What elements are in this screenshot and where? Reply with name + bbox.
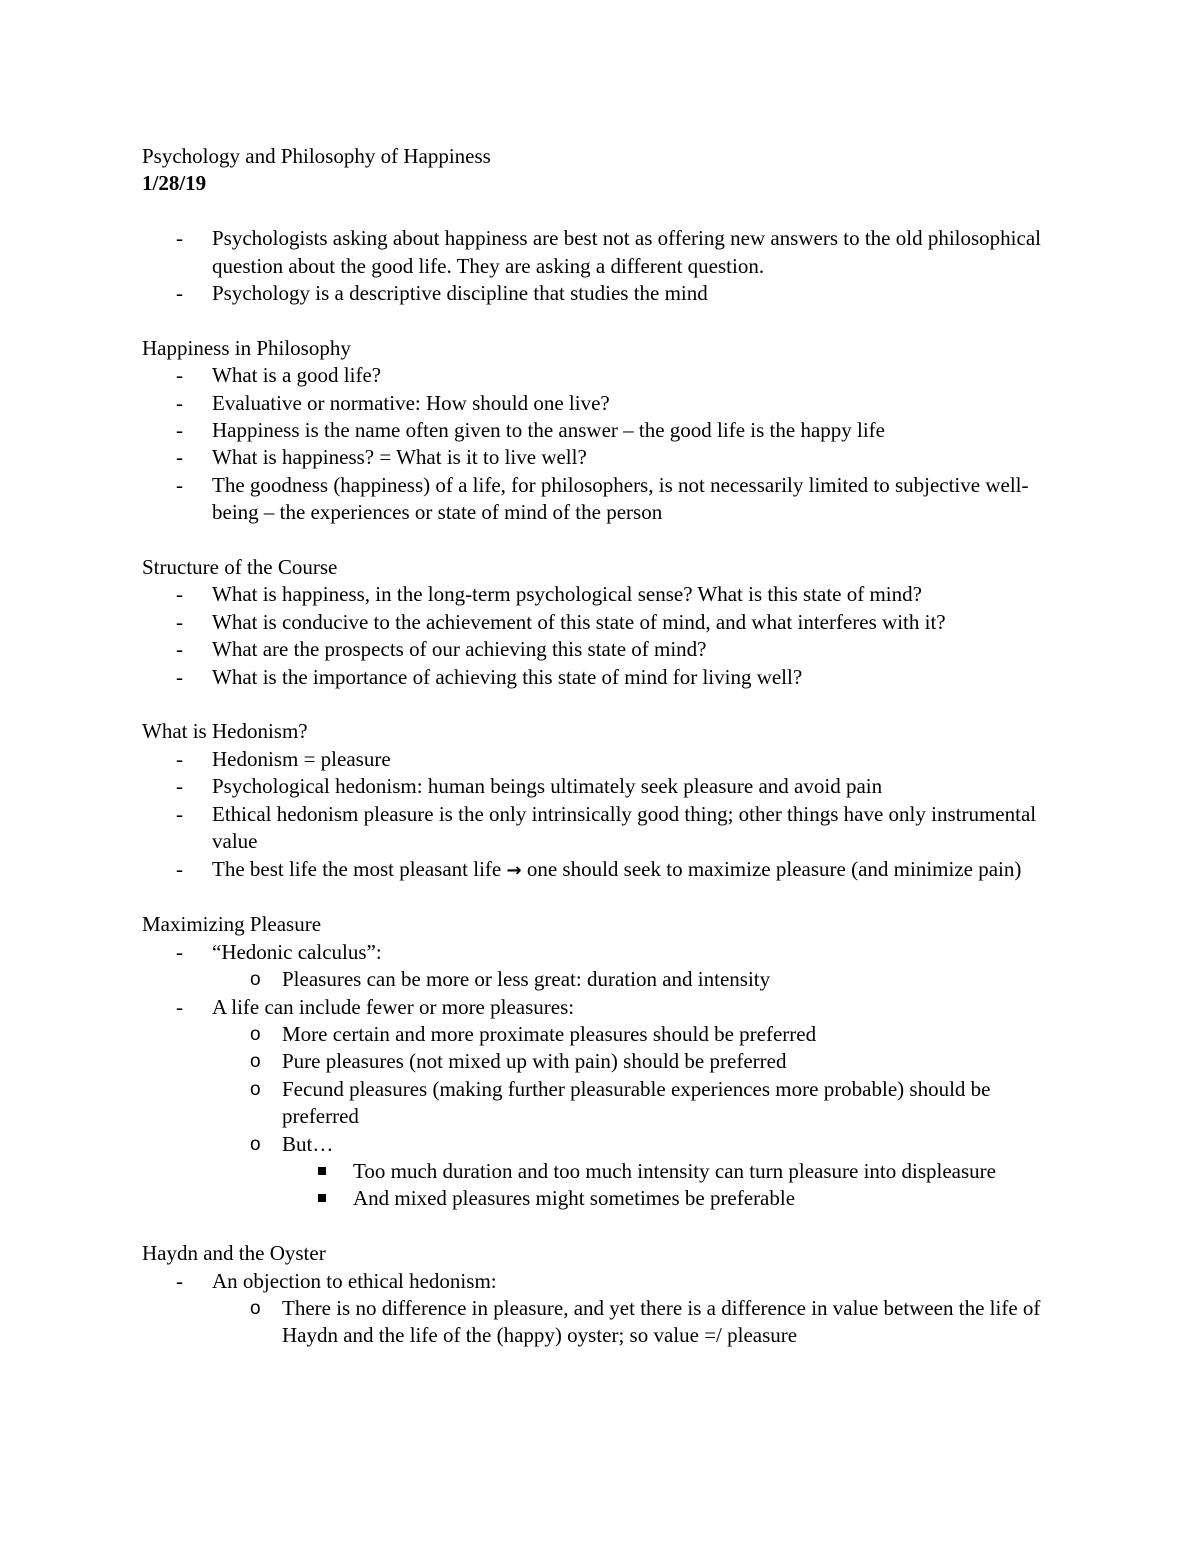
dash-bullet: - xyxy=(176,1268,183,1293)
list-item: - “Hedonic calculus”: xyxy=(142,939,1062,966)
circle-bullet: o xyxy=(250,1297,261,1319)
list-item: - An objection to ethical hedonism: xyxy=(142,1268,1062,1295)
list-item: - Ethical hedonism pleasure is the only intrinsically good thing; other things have only instrumental value xyxy=(176,801,1037,854)
dash-bullet: - xyxy=(176,445,183,470)
section-heading: Happiness in Philosophy xyxy=(142,335,351,360)
sub-list-item: o Fecund pleasures (making further pleasurable experiences more probable) should be preferred xyxy=(250,1076,991,1129)
list-item: - Psychology is a descriptive discipline that studies the mind xyxy=(142,280,1062,307)
dash-bullet: - xyxy=(176,472,183,497)
section-list xyxy=(142,746,1062,884)
dash-bullet: - xyxy=(176,801,183,826)
intro-list xyxy=(142,225,1062,307)
right-arrow-icon: → xyxy=(506,859,522,881)
document-date: 1/28/19 xyxy=(142,171,207,196)
circle-bullet: o xyxy=(250,1023,261,1045)
document-body xyxy=(142,143,1062,1350)
list-item: - What is happiness? = What is it to live well? xyxy=(142,444,1062,471)
dash-bullet: - xyxy=(176,226,183,251)
section-list xyxy=(142,581,1062,691)
sub-list-item: o But… xyxy=(142,1131,1062,1158)
section-heading: Haydn and the Oyster xyxy=(142,1241,326,1266)
dash-bullet: - xyxy=(176,856,183,881)
list-item: - Hedonism = pleasure xyxy=(142,746,1062,773)
sub-list-item: o Pleasures can be more or less great: duration and intensity xyxy=(142,966,1062,993)
list-item: - What is a good life? xyxy=(142,362,1062,389)
dash-bullet: - xyxy=(176,637,183,662)
circle-bullet: o xyxy=(250,1051,261,1073)
list-item: - Psychological hedonism: human beings ultimately seek pleasure and avoid pain xyxy=(142,773,1062,800)
list-item: - What is conducive to the achievement of this state of mind, and what interferes with it? xyxy=(142,609,1062,636)
dash-bullet: - xyxy=(176,609,183,634)
sub-list-item: o More certain and more proximate pleasures should be preferred xyxy=(142,1021,1062,1048)
list-item: - Evaluative or normative: How should one live? xyxy=(142,390,1062,417)
section-heading: Maximizing Pleasure xyxy=(142,912,322,937)
dash-bullet: - xyxy=(176,774,183,799)
dash-bullet: - xyxy=(176,418,183,443)
section-list xyxy=(142,362,1062,526)
dash-bullet: - xyxy=(176,994,183,1019)
sub-list-item: o There is no difference in pleasure, and yet there is a difference in value between the life of Haydn and the life of the (happy) oyster; so value =/ pleasure xyxy=(250,1295,1041,1348)
section-heading: Structure of the Course xyxy=(142,555,338,580)
sub-list-item: o Pure pleasures (not mixed up with pain) should be preferred xyxy=(142,1048,1062,1075)
square-bullet-icon xyxy=(318,1194,326,1202)
list-item: - The best life the most pleasant life → one should seek to maximize pleasure (and minimize pain) xyxy=(142,856,1062,884)
list-item: - What is the importance of achieving this state of mind for living well? xyxy=(142,664,1062,691)
list-item: - Happiness is the name often given to the answer – the good life is the happy life xyxy=(142,417,1062,444)
sub-sub-list-item: Too much duration and too much intensity can turn pleasure into displeasure xyxy=(142,1158,1062,1185)
dash-bullet: - xyxy=(176,664,183,689)
section-list xyxy=(142,939,1062,1213)
dash-bullet: - xyxy=(176,281,183,306)
dash-bullet: - xyxy=(176,939,183,964)
square-bullet-icon xyxy=(318,1167,326,1175)
dash-bullet: - xyxy=(176,390,183,415)
sub-sub-list-item: And mixed pleasures might sometimes be preferable xyxy=(142,1185,1062,1212)
list-item: - The goodness (happiness) of a life, for philosophers, is not necessarily limited to subjective well-being – the experiences or state of mind of the person xyxy=(176,472,1029,525)
list-item: - Psychologists asking about happiness are best not as offering new answers to the old philosophical question about the good life. They are asking a different question. xyxy=(176,226,1041,278)
list-item: - A life can include fewer or more pleasures: xyxy=(142,994,1062,1021)
circle-bullet: o xyxy=(250,1133,261,1155)
section-list xyxy=(142,1268,1062,1350)
list-item: - What are the prospects of our achieving this state of mind? xyxy=(142,636,1062,663)
dash-bullet: - xyxy=(176,363,183,388)
dash-bullet: - xyxy=(176,746,183,771)
section-heading: What is Hedonism? xyxy=(142,719,308,744)
circle-bullet: o xyxy=(250,969,261,991)
list-item: - What is happiness, in the long-term psychological sense? What is this state of mind? xyxy=(142,581,1062,608)
dash-bullet: - xyxy=(176,582,183,607)
circle-bullet: o xyxy=(250,1078,261,1100)
document-title: Psychology and Philosophy of Happiness xyxy=(142,144,491,168)
